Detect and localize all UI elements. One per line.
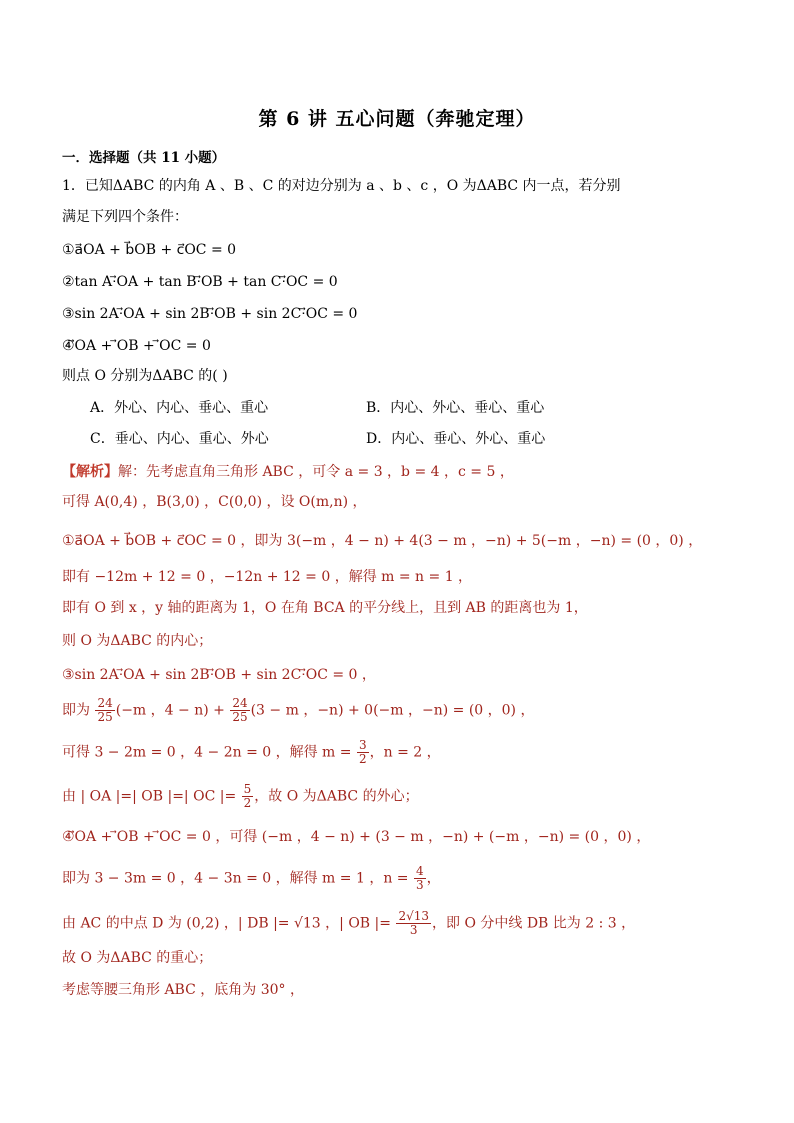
text-segment: 即为 3 − 3m = 0 ，4 − 3n = 0 ，解得 m = 1 ，n = — [62, 870, 409, 887]
solution-line-8 — [62, 697, 534, 724]
page-title: 第 6 讲 五心问题（奔驰定理） — [258, 108, 536, 130]
solution-line-9 — [62, 739, 441, 766]
fraction-5-2 — [242, 783, 254, 810]
denominator: 25 — [97, 710, 113, 724]
text-segment: ，即 O 分中线 DB 比为 2 : 3 ， — [432, 915, 636, 932]
text-segment: 可得 3 − 2m = 0 ，4 − 2n = 0 ，解得 m = — [62, 744, 352, 761]
solution-line-13 — [62, 910, 635, 937]
fraction-4-3 — [414, 865, 426, 892]
solution-line-5: 即有 O 到 x ，y 轴的距离为 1，O 在角 BCA 的平分线上，且到 AB 的距离也为 1， — [62, 600, 588, 616]
text-segment: 由 | OA |=| OB |=| OC |= — [62, 788, 237, 805]
numerator: 2√13 — [398, 909, 429, 923]
numerator: 5 — [243, 782, 252, 796]
option-d: D．内心、垂心、外心、重心 — [366, 431, 546, 447]
solution-line-14: 故 O 为ΔABC 的重心； — [62, 950, 213, 966]
analysis-tag: 【解析】 — [62, 464, 118, 480]
question-ask: 则点 O 分别为ΔABC 的( ) — [62, 368, 228, 384]
condition-2: ②tan A·⃗OA + tan B·⃗OB + tan C·⃗OC = 0 — [62, 274, 338, 290]
option-a: A．外心、内心、垂心、重心 — [90, 400, 269, 416]
problem-stem-line1: 1．已知ΔABC 的内角 A 、B 、C 的对边分别为 a 、b 、c ，O 为ΔABC 内一点，若分别 — [62, 178, 621, 194]
solution-line-6: 则 O 为ΔABC 的内心； — [62, 633, 213, 649]
fraction-24-25 — [95, 697, 114, 724]
text-segment: 即为 — [62, 702, 90, 719]
solution-line-15: 考虑等腰三角形 ABC ，底角为 30° ， — [62, 982, 304, 998]
denominator: 25 — [232, 710, 248, 724]
numerator: 24 — [97, 696, 113, 710]
denominator: 3 — [415, 878, 424, 892]
solution-line-12 — [62, 865, 441, 892]
condition-1: ①a⃗OA + b⃗OB + c⃗OC = 0 — [62, 242, 237, 258]
denominator: 2 — [243, 796, 252, 810]
solution-line-3: ①a⃗OA + b⃗OB + c⃗OC = 0 ，即为 3(−m ，4 − n) + 4(3 − m ，−n) + 5(−m ，−n) = (0 ，0) ， — [62, 533, 703, 549]
solution-line-2: 可得 A(0,4) ，B(3,0) ，C(0,0) ，设 O(m,n) ， — [62, 494, 367, 510]
text-segment: (−m ，4 − n) + — [115, 702, 225, 719]
condition-4: ④⃗OA + ⃗OB + ⃗OC = 0 — [62, 338, 211, 354]
solution-line-7: ③sin 2A·⃗OA + sin 2B·⃗OB + sin 2C·⃗OC = 0 ， — [62, 667, 376, 683]
solution-line-4: 即有 −12m + 12 = 0 ，−12n + 12 = 0 ，解得 m = n = 1 ， — [62, 569, 473, 585]
text-segment: ，n = 2 ， — [369, 744, 441, 761]
text-segment: (3 − m ，−n) + 0(−m ，−n) = (0 ，0) ， — [250, 702, 535, 719]
fraction-24-25 — [230, 697, 249, 724]
fraction-2sqrt13-3 — [396, 910, 431, 937]
denominator: 3 — [409, 923, 418, 937]
solution-line-10 — [62, 783, 419, 810]
section-heading: 一．选择题（共 11 小题） — [62, 150, 226, 166]
numerator: 24 — [232, 696, 248, 710]
text-segment: 由 AC 的中点 D 为 (0,2) ，| DB |= √13 ，| OB |= — [62, 915, 391, 932]
option-b: B．内心、外心、垂心、重心 — [366, 400, 545, 416]
numerator: 3 — [358, 738, 367, 752]
solution-line-11: ④⃗OA + ⃗OB + ⃗OC = 0 ，可得 (−m ，4 − n) + (3 − m ，−n) + (−m ，−n) = (0 ，0) ， — [62, 829, 651, 845]
problem-stem-line2: 满足下列四个条件： — [62, 209, 188, 225]
fraction-3-2 — [357, 739, 369, 766]
option-c: C．垂心、内心、重心、外心 — [90, 431, 269, 447]
solution-line-1 — [62, 462, 514, 482]
condition-3: ③sin 2A·⃗OA + sin 2B·⃗OB + sin 2C·⃗OC = 0 — [62, 306, 358, 322]
text-segment: ， — [426, 870, 441, 887]
denominator: 2 — [358, 752, 367, 766]
solution-text: 解：先考虑直角三角形 ABC ，可令 a = 3 ，b = 4 ，c = 5 ， — [118, 464, 514, 480]
text-segment: ，故 O 为ΔABC 的外心； — [254, 788, 419, 805]
numerator: 4 — [415, 864, 424, 878]
